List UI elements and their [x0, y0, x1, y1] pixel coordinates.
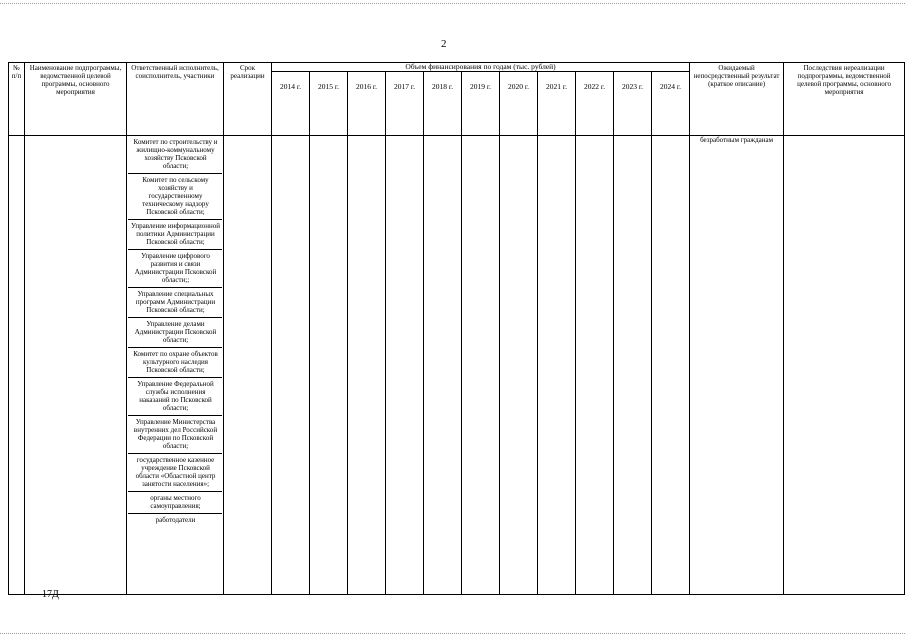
funding-cell: [538, 136, 576, 595]
participant-item: Управление информационной политики Администрации Псковской области;: [128, 220, 222, 250]
year-header: 2018 г.: [424, 72, 462, 136]
name-cell: [25, 136, 127, 595]
funding-cell: [576, 136, 614, 595]
funding-cell: [424, 136, 462, 595]
expected-result-cell: безработным гражданам: [690, 136, 784, 595]
col-header-name: Наименование подпрограммы, ведомственной целевой программы, основного мероприятия: [25, 63, 127, 136]
scan-edge-bottom: [0, 633, 905, 635]
scan-edge-top: [0, 3, 905, 5]
year-header: 2024 г.: [652, 72, 690, 136]
col-header-term: Срок реализации: [224, 63, 272, 136]
program-table: [8, 62, 905, 595]
col-header-consequences: Последствия нереализации подпрограммы, ведомственной целевой программы, основного мероприятия: [784, 63, 905, 136]
col-header-number: № п/п: [9, 63, 25, 136]
participant-item: Комитет по охране объектов культурного наследия Псковской области;: [128, 348, 222, 378]
funding-cell: [614, 136, 652, 595]
year-header: 2014 г.: [272, 72, 310, 136]
funding-cell: [386, 136, 424, 595]
participant-item: органы местного самоуправления;: [128, 492, 222, 514]
col-header-funding: Объем финансирования по годам (тыс. рублей): [272, 63, 690, 72]
year-header: 2015 г.: [310, 72, 348, 136]
document-code: 17Д: [42, 589, 59, 600]
funding-cell: [348, 136, 386, 595]
participant-item: Комитет по сельскому хозяйству и государственному техническому надзору Псковской области;: [128, 174, 222, 220]
consequences-cell: [784, 136, 905, 595]
table-row: [9, 136, 905, 595]
year-header: 2023 г.: [614, 72, 652, 136]
funding-cell: [310, 136, 348, 595]
funding-cell: [652, 136, 690, 595]
participant-item: государственное казенное учреждение Псковской области «Областной центр занятости населения»;: [128, 454, 222, 492]
funding-cell: [462, 136, 500, 595]
participant-item: Управление цифрового развития и связи Администрации Псковской области;;: [128, 250, 222, 288]
year-header: 2021 г.: [538, 72, 576, 136]
year-header: 2019 г.: [462, 72, 500, 136]
col-header-expected-result: Ожидаемый непосредственный результат (краткое описание): [690, 63, 784, 136]
year-header: 2016 г.: [348, 72, 386, 136]
responsible-cell: [127, 136, 224, 595]
participant-item: Комитет по строительству и жилищно-коммунальному хозяйству Псковской области;: [128, 136, 222, 174]
year-header: 2017 г.: [386, 72, 424, 136]
funding-cell: [500, 136, 538, 595]
number-cell: [9, 136, 25, 595]
participant-item: Управление Министерства внутренних дел Российской Федерации по Псковской области;: [128, 416, 222, 454]
year-header: 2020 г.: [500, 72, 538, 136]
participant-item: работодатели: [155, 516, 196, 524]
year-header: 2022 г.: [576, 72, 614, 136]
page-number: 2: [441, 38, 447, 50]
participant-item: Управление специальных программ Администрации Псковской области;: [128, 288, 222, 318]
term-cell: [224, 136, 272, 595]
funding-cell: [272, 136, 310, 595]
col-header-responsible: Ответственный исполнитель, соисполнитель, участники: [127, 63, 224, 136]
participant-item: Управление Федеральной службы исполнения наказаний по Псковской области;: [128, 378, 222, 416]
participant-item: Управление делами Администрации Псковской области;: [128, 318, 222, 348]
